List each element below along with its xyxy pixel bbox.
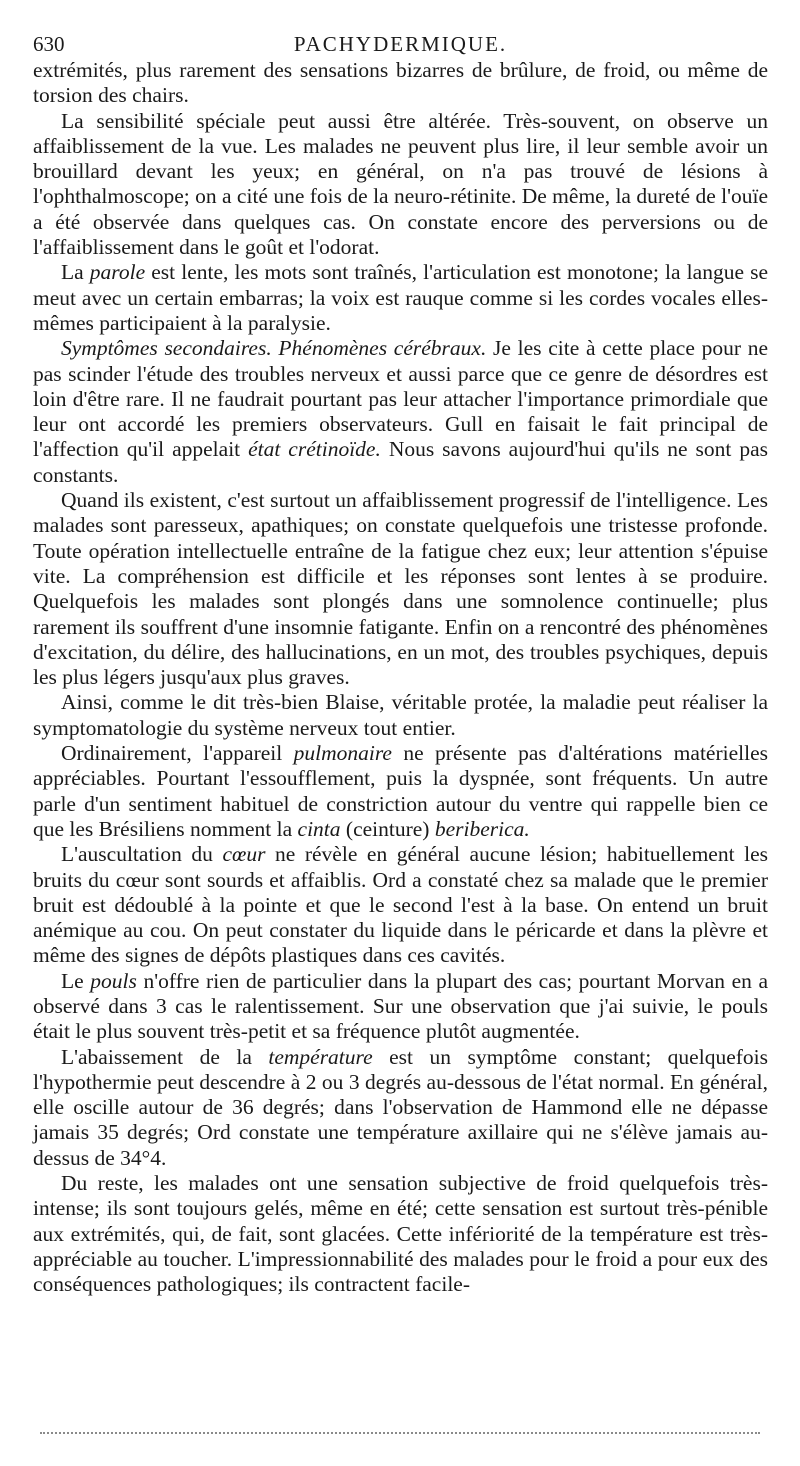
paragraph-text: n'offre rien de particulier dans la plupart des cas; pourtant Morvan en a observé dans 3 cas le ralentissement. Sur une observation que j'ai suivie, le pouls était le plus souvent très-petit et sa fréquence plutôt augmentée. [33, 968, 768, 1044]
paragraph-text: Du reste, les malades ont une sensation subjective de froid quelquefois très-intense; ils sont toujours gelés, même en été; cette sensation est surtout très-pénible aux extrémités, qui, de fait, sont glacées. Cette infériorité de la température est très-appréciable au toucher. L'impressionnabilité des malades pour le froid a pour eux des conséquences pathologiques; ils contractent facile- [33, 1171, 768, 1297]
italic-text: cœur [222, 842, 266, 867]
italic-text: cinta [297, 816, 341, 841]
paragraph [33, 58, 768, 109]
paragraph-text: La sensibilité spéciale peut aussi être altérée. Très-souvent, on observe un affaiblissement de la vue. Les malades ne peuvent plus lire, il leur semble avoir un brouillard devant les yeux; en général, on n'a pas trouvé de lésions à l'ophthalmoscope; on a cité une fois de la neuro-rétinite. De même, la dureté de l'ouïe a été observée dans quelques cas. On constate encore des perversions ou de l'affaiblissement dans le goût et l'odorat. [33, 108, 768, 260]
paragraph-text: Le [61, 968, 91, 993]
paragraph-text: Ainsi, comme le dit très-bien Blaise, véritable protée, la maladie peut réaliser la symptomatologie du système nerveux tout entier. [33, 690, 768, 740]
paragraph-text: ne révèle en général aucune lésion; habituellement les bruits du cœur sont sourds et affaiblis. Ord a constaté chez sa malade que le premier bruit est dédoublé à la pointe et que le second l'est à la base. On entend un bruit anémique au cou. On peut constater du liquide dans le péricarde et dans la plèvre et même des signes de dépôts plastiques dans ces cavités. [33, 842, 768, 968]
italic-text: beriberica. [434, 816, 530, 841]
paragraph-text: La [61, 260, 90, 285]
italic-text: température [268, 1044, 373, 1069]
italic-text: pouls [90, 968, 137, 993]
paragraph [33, 1045, 768, 1171]
paragraph-text: L'abaissement de la [61, 1044, 269, 1069]
paragraph [33, 336, 768, 488]
paragraph-text: Quand ils existent, c'est surtout un affaiblissement progressif de l'intelligence. Les malades sont paresseux, apathiques; on constate quelquefois une tristesse profonde. Toute opération intellectuelle entraîne de la fatigue chez eux; leur attention s'épuise vite. La compréhension est difficile et les réponses sont lentes à se produire. Quelquefois les malades sont plongés dans une somnolence continuelle; plus rarement ils souffrent d'une insomnie fatigante. Enfin on a rencontré des phénomènes d'excitation, du délire, des hallucinations, en un mot, des troubles psychiques, depuis les plus légers jusqu'aux plus graves. [33, 488, 768, 690]
paragraph [33, 969, 768, 1045]
paragraph-text: est un symptôme constant; quelquefois l'hypothermie peut descendre à 2 ou 3 degrés au-dessous de l'état normal. En général, elle oscille autour de 36 degrés; dans l'observation de Hammond elle ne dépasse jamais 35 degrés; Ord constate une température axillaire qui ne s'élève jamais au-dessus de 34°4. [33, 1044, 768, 1170]
italic-text: parole [89, 260, 146, 285]
paragraph [33, 260, 768, 336]
paragraph-text: Ordinairement, l'appareil [61, 741, 294, 766]
italic-text: état crétinoïde. [248, 437, 381, 462]
paragraph-text: Je les cite à cette place pour ne pas scinder l'étude des troubles nerveux et aussi parce que ce genre de désordres est loin d'être rare. Il ne faudrait pourtant pas leur attacher l'importance primordiale que leur ont accordé les premiers observateurs. Gull en faisait le fait principal de l'affection qu'il appelait [33, 336, 768, 462]
body-text [33, 58, 768, 1298]
paragraph-text: (ceinture) [340, 816, 435, 841]
paragraph-text: est lente, les mots sont traînés, l'articulation est monotone; la langue se meut avec un certain embarras; la voix est rauque comme si les cordes vocales elles-mêmes participaient à la paralysie. [33, 260, 769, 335]
paragraph [33, 488, 768, 690]
footer-divider [40, 1432, 760, 1434]
paragraph-text: L'auscultation du [61, 842, 223, 867]
running-title: PACHYDERMIQUE. [293, 32, 508, 56]
paragraph-text: Nous savons aujourd'hui qu'ils ne sont pas constants. [33, 437, 768, 487]
paragraph [33, 109, 768, 261]
paragraph [33, 690, 768, 741]
italic-text: pulmonaire [293, 741, 392, 766]
paragraph-text: extrémités, plus rarement des sensations bizarres de brûlure, de froid, ou même de torsion des chairs. [33, 58, 768, 108]
paragraph [33, 1171, 768, 1297]
paragraph-text: ne présente pas d'altérations matérielles appréciables. Pourtant l'essoufflement, puis la dyspnée, sont fréquents. Un autre parle d'un sentiment habituel de constriction autour du ventre qui rappelle bien ce que les Brésiliens nomment la [33, 741, 769, 841]
page-number: 630 [33, 32, 65, 56]
paragraph [33, 741, 768, 842]
paragraph [33, 842, 768, 968]
italic-text: Symptômes secondaires. Phénomènes cérébraux. [61, 336, 487, 361]
page-header [33, 32, 768, 56]
